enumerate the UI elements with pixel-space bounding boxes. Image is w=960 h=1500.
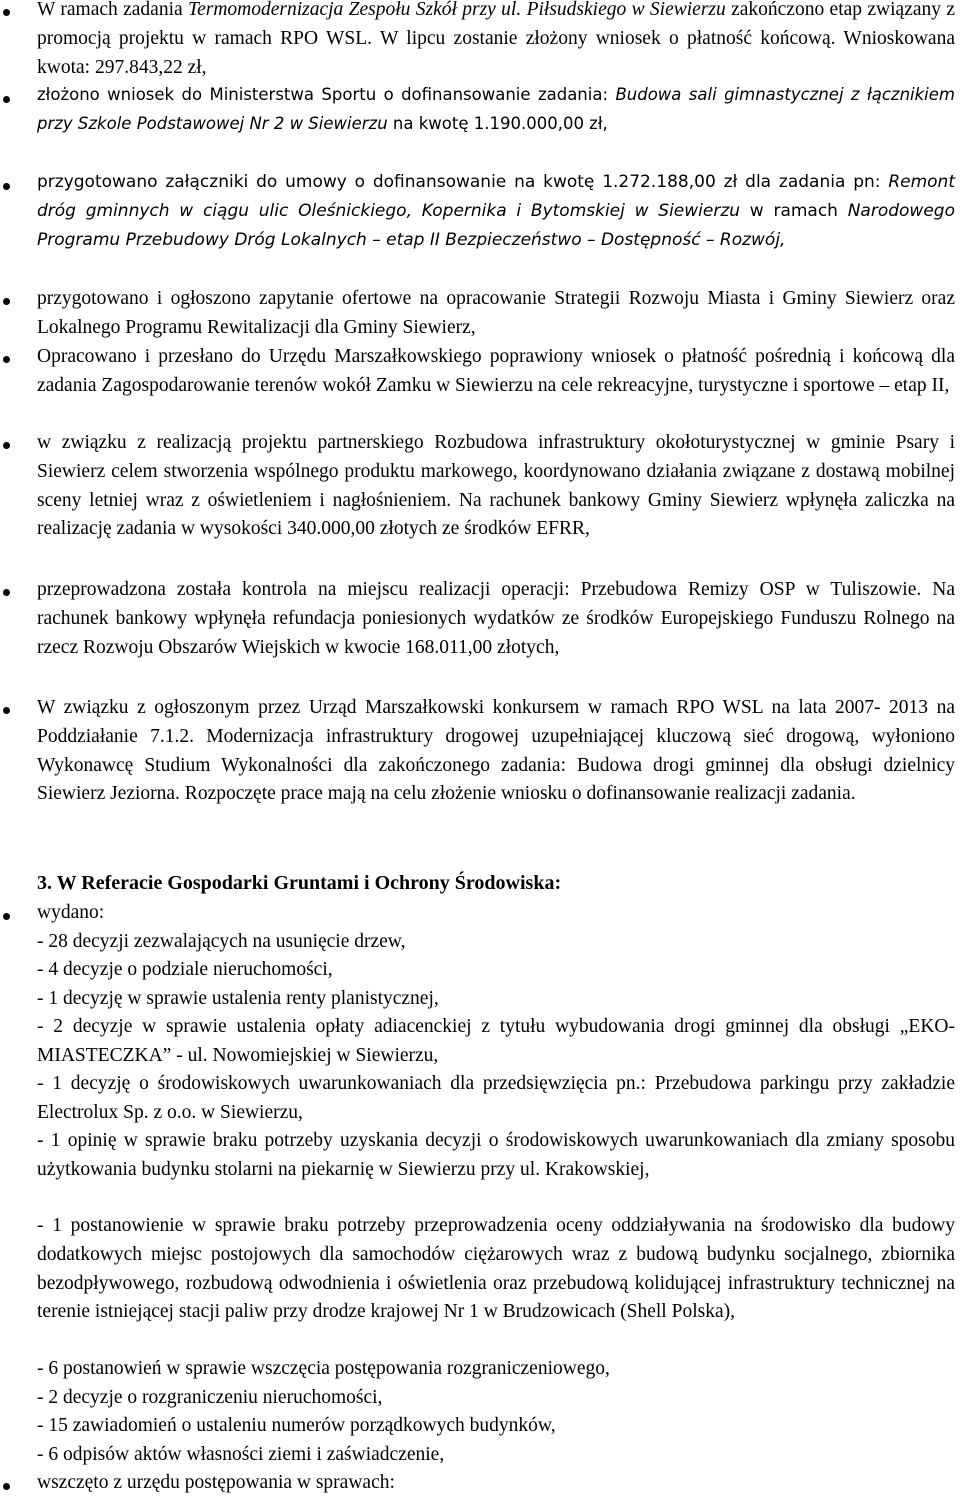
bullet-icon bbox=[3, 1483, 10, 1490]
paragraph-wszczeto: wszczęto z urzędu postępowania w sprawach: bbox=[37, 1472, 395, 1493]
text: W ramach zadania bbox=[37, 0, 189, 20]
text: zakończono etap związany z promocją projektu w ramach RPO WSL. W lipcu zostanie złożony wniosek o płatność końcową. Wnioskowana kwota: 297.843,22 zł, bbox=[37, 0, 956, 78]
bullet-icon bbox=[3, 913, 10, 920]
text: złożono wniosek do Ministerstwa Sportu o dofinansowanie zadania: bbox=[37, 85, 616, 104]
list-item: - 1 decyzję o środowiskowych uwarunkowaniach dla przedsięwzięcia pn.: Przebudowa parkingu przy zakładzie Electrolux Sp. z o.o. w Siewierzu, bbox=[37, 1073, 955, 1123]
list-item: - 6 postanowień w sprawie wszczęcia postępowania rozgraniczeniowego, bbox=[37, 1358, 610, 1379]
paragraph-kontrola-osp: przeprowadzona została kontrola na miejscu realizacji operacji: Przebudowa Remizy OSP w Tuliszowie. Na rachunek bankowy wpłynęła refundacja poniesionych wydatków ze środków Europejskiego Funduszu Rolnego na rzecz Rozwoju Obszarów Wiejskich w kwocie 168.011,00 złotych, bbox=[37, 579, 955, 658]
text: w ramach bbox=[740, 200, 848, 221]
text: na kwotę 1.190.000,00 zł, bbox=[387, 113, 608, 133]
text: przygotowano załączniki do umowy o dofinansowanie na kwotę 1.272.188,00 zł dla zadania pn: bbox=[37, 172, 889, 192]
bullet-icon bbox=[3, 356, 10, 363]
list-item: - 6 odpisów aktów własności ziemi i zaświadczenie, bbox=[37, 1444, 445, 1465]
list-item: - 2 decyzje o rozgraniczeniu nieruchomości, bbox=[37, 1387, 383, 1408]
project-name: Termomodernizacja Zespołu Szkół przy ul. Piłsudskiego w Siewierzu bbox=[188, 0, 726, 20]
paragraph-sala-gimnastyczna bbox=[37, 81, 955, 139]
project-name: Budowa sali gimnastycznej z łącznikiem przy Szkole Podstawowej Nr 2 w Siewierzu bbox=[37, 85, 955, 133]
bullet-icon bbox=[3, 298, 10, 305]
bullet-icon bbox=[3, 9, 10, 16]
list-item: - 1 postanowienie w sprawie braku potrzeby przeprowadzenia oceny oddziaływania na środowisko dla budowy dodatkowych miejsc postojowych dla samochodów ciężarowych wraz z budową budynku socjalnego, zbiornika bezodpływowego, rozbudową odwodnienia i oświetlenia oraz przebudową kolidującej infrastruktury technicznej na terenie istniejącej stacji paliw przy drodze krajowej Nr 1 w Brudzowicach (Shell Polska), bbox=[37, 1215, 955, 1323]
bullet-icon bbox=[3, 442, 10, 449]
list-item: - 15 zawiadomień o ustaleniu numerów porządkowych budynków, bbox=[37, 1415, 556, 1436]
list-item: - 4 decyzje o podziale nieruchomości, bbox=[37, 959, 333, 980]
program-name: Narodowego Programu Przebudowy Dróg Lokalnych – etap II Bezpieczeństwo – Dostępność – Rozwój, bbox=[37, 200, 955, 250]
section-heading: 3. W Referacie Gospodarki Gruntami i Ochrony Środowiska: bbox=[37, 872, 562, 894]
bullet-icon bbox=[3, 96, 10, 103]
list-item: - 28 decyzji zezwalających na usunięcie drzew, bbox=[37, 931, 406, 952]
paragraph-projekt-partnerski: w związku z realizacją projektu partnerskiego Rozbudowa infrastruktury okołoturystycznej w gminie Psary i Siewierz celem stworzenia wspólnego produktu markowego, koordynowano działania związane z dostawą mobilnej sceny letniej wraz z oświetleniem i nagłośnieniem. Na rachunek bankowy Gminy Siewierz wpłynęła zaliczka na realizację zadania w wysokości 340.000,00 złotych ze środków EFRR, bbox=[37, 432, 955, 540]
list-item: - 2 decyzje w sprawie ustalenia opłaty adiacenckiej z tytułu wybudowania drogi gminnej dla obsługi „EKO-MIASTECZKA” - ul. Nowomiejskiej w Siewierzu, bbox=[37, 1016, 955, 1066]
paragraph-strategia: przygotowano i ogłoszono zapytanie ofertowe na opracowanie Strategii Rozwoju Miasta i Gminy Siewierz oraz Lokalnego Programu Rewitalizacji dla Gminy Siewierz, bbox=[37, 288, 955, 338]
paragraph-remont-drog bbox=[37, 168, 955, 254]
issued-label: wydano: bbox=[37, 902, 105, 923]
list-item: - 1 decyzję w sprawie ustalenia renty planistycznej, bbox=[37, 988, 439, 1009]
paragraph-zamek: Opracowano i przesłano do Urzędu Marszałkowskiego poprawiony wniosek o płatność pośrednią i końcową dla zadania Zagospodarowanie terenów wokół Zamku w Siewierzu na cele rekreacyjne, turystyczne i sportowe – etap II, bbox=[37, 346, 955, 396]
bullet-icon bbox=[3, 707, 10, 714]
paragraph-rpo-wsl: W związku z ogłoszonym przez Urząd Marszałkowski konkursem w ramach RPO WSL na lata 2007- 2013 na Poddziałanie 7.1.2. Modernizacja infrastruktury drogowej uzupełniającej kluczową sieć drogową, wyłoniono Wykonawcę Studium Wykonalności dla zakończonego zadania: Budowa drogi gminnej dla obsługi dzielnicy Siewierz Jeziorna. Rozpoczęte prace mają na celu złożenie wniosku o dofinansowanie realizacji zadania. bbox=[37, 697, 955, 805]
project-name: Remont dróg gminnych w ciągu ulic Oleśnickiego, Kopernika i Bytomskiej w Siewierzu bbox=[37, 172, 955, 221]
bullet-icon bbox=[3, 589, 10, 596]
bullet-icon bbox=[3, 183, 10, 190]
paragraph-termomodernizacja bbox=[37, 0, 955, 82]
list-item: - 1 opinię w sprawie braku potrzeby uzyskania decyzji o środowiskowych uwarunkowaniach dla zmiany sposobu użytkowania budynku stolarni na piekarnię w Siewierzu przy ul. Krakowskiej, bbox=[37, 1130, 955, 1180]
